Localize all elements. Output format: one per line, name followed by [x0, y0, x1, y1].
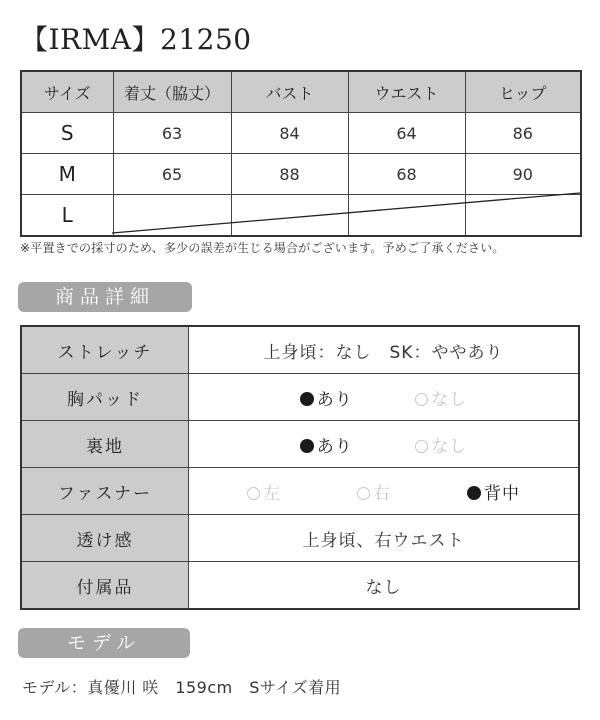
cell-hip: 86: [465, 113, 581, 154]
size-label: M: [21, 154, 113, 195]
cell-waist: [348, 195, 465, 237]
detail-value: なし: [189, 562, 580, 610]
option-selected: [300, 385, 353, 410]
option-selected: [467, 479, 520, 504]
option-unselected: [415, 385, 467, 410]
cell-waist: 68: [348, 154, 465, 195]
cell-waist: 64: [348, 113, 465, 154]
table-row: [21, 195, 581, 237]
option-text: 右: [373, 483, 391, 504]
cell-bust: 84: [231, 113, 348, 154]
detail-label: 透け感: [21, 515, 189, 562]
option-text: 左: [263, 483, 281, 504]
empty-circle-icon: [357, 487, 370, 500]
details-table: [20, 325, 580, 610]
cell-bust: 88: [231, 154, 348, 195]
detail-options: [189, 421, 580, 468]
filled-circle-icon: [300, 392, 314, 406]
section-label-details: 商品詳細: [18, 282, 192, 312]
filled-circle-icon: [467, 486, 481, 500]
size-table: [20, 70, 582, 237]
detail-row-bust-pad: [21, 374, 579, 421]
empty-circle-icon: [415, 440, 428, 453]
section-label-model: モデル: [18, 628, 190, 658]
measurement-note: ※平置きでの採寸のため、多少の誤差が生じる場合がございます。予めご了承ください。: [20, 241, 505, 255]
detail-row-zipper: [21, 468, 579, 515]
model-info: モデル：真優川 咲 159cm Sサイズ着用: [22, 678, 342, 697]
detail-label: 裏地: [21, 421, 189, 468]
option-text: あり: [316, 436, 353, 457]
detail-value: 上身頃、右ウエスト: [189, 515, 580, 562]
detail-value: 上身頃：なし SK：ややあり: [189, 326, 580, 374]
header-bust: バスト: [231, 71, 348, 113]
detail-options: [189, 374, 580, 421]
size-table-header-row: [21, 71, 581, 113]
empty-circle-icon: [247, 487, 260, 500]
header-hip: ヒップ: [465, 71, 581, 113]
option-text: 背中: [484, 483, 520, 504]
table-row: [21, 154, 581, 195]
detail-label: 胸パッド: [21, 374, 189, 421]
cell-length: 65: [113, 154, 231, 195]
table-row: [21, 113, 581, 154]
detail-options: [189, 468, 580, 515]
header-size: サイズ: [21, 71, 113, 113]
option-selected: [300, 432, 353, 457]
product-title: 【IRMA】21250: [20, 23, 252, 56]
detail-label: 付属品: [21, 562, 189, 610]
detail-row-sheerness: [21, 515, 579, 562]
filled-circle-icon: [300, 439, 314, 453]
option-text: なし: [431, 436, 468, 457]
option-unselected: [415, 432, 467, 457]
option-text: なし: [431, 389, 468, 410]
detail-row-accessories: [21, 562, 579, 610]
header-waist: ウエスト: [348, 71, 465, 113]
size-label: S: [21, 113, 113, 154]
option-unselected: [247, 479, 281, 504]
cell-hip: 90: [465, 154, 581, 195]
empty-circle-icon: [415, 393, 428, 406]
option-text: あり: [316, 389, 353, 410]
size-label: L: [21, 195, 113, 237]
cell-hip: [465, 195, 581, 237]
cell-length: 63: [113, 113, 231, 154]
detail-row-lining: [21, 421, 579, 468]
header-length: 着丈（脇丈）: [113, 71, 231, 113]
detail-label: ストレッチ: [21, 326, 189, 374]
option-unselected: [357, 479, 391, 504]
cell-bust: [231, 195, 348, 237]
detail-row-stretch: [21, 326, 579, 374]
detail-label: ファスナー: [21, 468, 189, 515]
cell-length: [113, 195, 231, 237]
